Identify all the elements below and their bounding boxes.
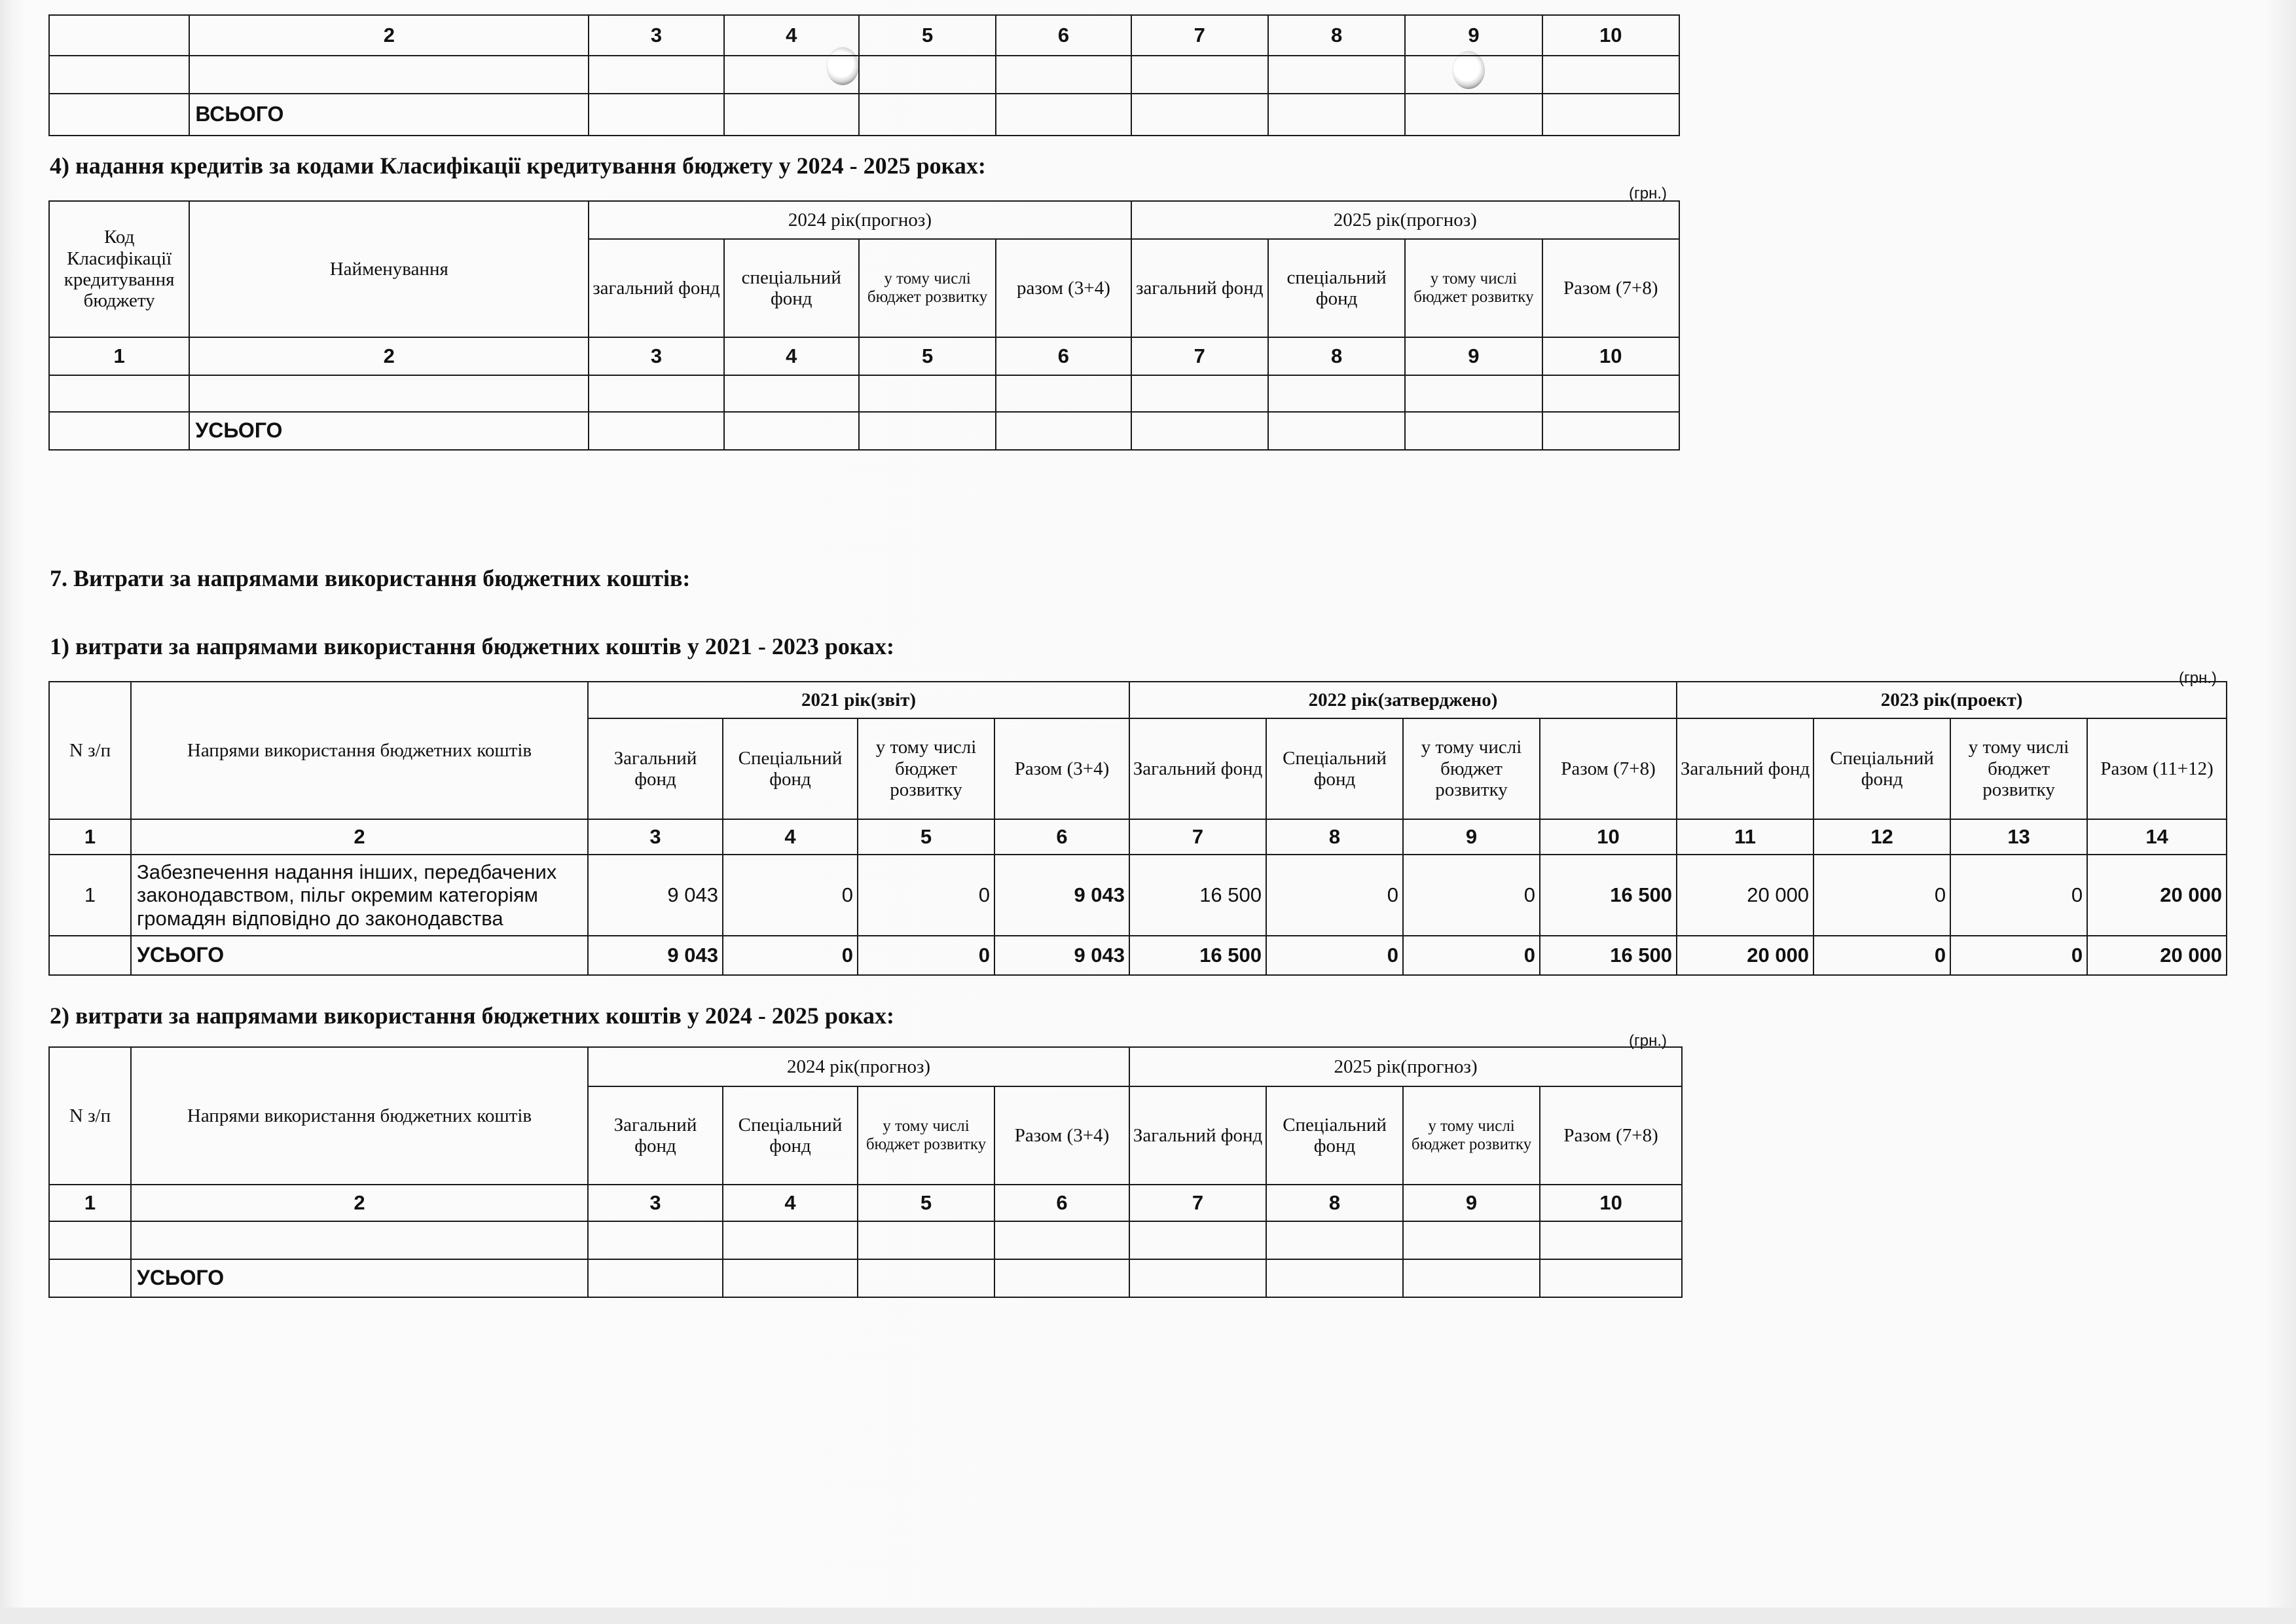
subcol-header: Разом (11+12) — [2087, 718, 2227, 819]
col-num: 10 — [1542, 337, 1679, 375]
table-credits-2024-2025 — [48, 200, 1680, 451]
subcol-header: загальний фонд — [589, 239, 723, 337]
cell-value: 0 — [1813, 855, 1950, 936]
page-bottom-edge — [0, 1608, 2296, 1624]
total-value: 9 043 — [994, 936, 1129, 975]
col-name-header: Найменування — [189, 201, 589, 337]
col-num: 7 — [1131, 337, 1268, 375]
section7-heading: 7. Витрати за напрямами використання бюджетних коштів: — [50, 565, 691, 591]
subcol-header: Спеціальний фонд — [723, 718, 858, 819]
col-num: 2 — [189, 15, 589, 56]
total-value: 0 — [1950, 936, 2087, 975]
header-row-years — [49, 201, 1679, 239]
col-n-header: N з/п — [49, 682, 131, 819]
col-num: 14 — [2087, 819, 2227, 855]
total-value: 0 — [1266, 936, 1403, 975]
col-num: 8 — [1268, 15, 1405, 56]
col-num: 7 — [1131, 15, 1268, 56]
subcol-header: Разом (3+4) — [994, 1086, 1129, 1185]
total-label: УСЬОГО — [189, 412, 589, 450]
subcol-header: у тому числі бюджет розвитку — [858, 718, 994, 819]
col-num: 7 — [1129, 1185, 1266, 1221]
table-expenses-2021-2023 — [48, 681, 2227, 976]
subcol-header: загальний фонд — [1131, 239, 1268, 337]
sub1-unit: (грн.) — [2179, 669, 2217, 687]
subcol-header: Разом (7+8) — [1540, 1086, 1682, 1185]
table-row — [49, 855, 2227, 936]
col-num: 13 — [1950, 819, 2087, 855]
col-code-header: Код Класифікації кредитування бюджету — [49, 201, 189, 337]
total-row — [49, 936, 2227, 975]
col-num: 9 — [1405, 337, 1542, 375]
cell-value: 0 — [1266, 855, 1403, 936]
cell-value: 0 — [1403, 855, 1540, 936]
section4-heading: 4) надання кредитів за кодами Класифікації кредитування бюджету у 2024 - 2025 роках: — [50, 153, 986, 179]
total-label: ВСЬОГО — [189, 94, 589, 136]
col-num: 6 — [994, 1185, 1129, 1221]
subcol-header: у тому числі бюджет розвитку — [859, 239, 996, 337]
col-num: 6 — [994, 819, 1129, 855]
total-row — [49, 94, 1679, 136]
subcol-header: Загальний фонд — [1677, 718, 1813, 819]
subcol-header: у тому числі бюджет розвитку — [1403, 1086, 1540, 1185]
col-num: 9 — [1403, 1185, 1540, 1221]
total-value: 9 043 — [588, 936, 723, 975]
year-header: 2022 рік(затверджено) — [1129, 682, 1677, 718]
subcol-header: Загальний фонд — [1129, 718, 1266, 819]
column-number-row — [49, 15, 1679, 56]
cell-value: 20 000 — [2087, 855, 2227, 936]
col-num: 8 — [1266, 819, 1403, 855]
col-num: 4 — [723, 1185, 858, 1221]
subcol-header: Спеціальний фонд — [1266, 718, 1403, 819]
col-num: 2 — [189, 337, 589, 375]
year-header: 2025 рік(прогноз) — [1129, 1047, 1682, 1086]
col-num: 7 — [1129, 819, 1266, 855]
col-num: 4 — [723, 819, 858, 855]
subcol-header: спеціальний фонд — [724, 239, 859, 337]
col-num: 2 — [131, 819, 588, 855]
col-num: 10 — [1542, 15, 1679, 56]
subcol-header: Спеціальний фонд — [723, 1086, 858, 1185]
cell-value: 16 500 — [1540, 855, 1677, 936]
section4-unit: (грн.) — [1629, 185, 1667, 202]
col-num: 1 — [49, 1185, 131, 1221]
total-row — [49, 412, 1679, 450]
total-label: УСЬОГО — [131, 1259, 588, 1297]
col-num: 6 — [996, 337, 1131, 375]
col-num: 3 — [589, 15, 723, 56]
sub2-heading: 2) витрати за напрямами використання бюджетних коштів у 2024 - 2025 роках: — [50, 1003, 895, 1029]
total-value: 16 500 — [1129, 936, 1266, 975]
col-num: 10 — [1540, 1185, 1682, 1221]
subcol-header: Разом (3+4) — [994, 718, 1129, 819]
header-row-years — [49, 682, 2227, 718]
subcol-header: Разом (7+8) — [1542, 239, 1679, 337]
cell-value: 0 — [1950, 855, 2087, 936]
col-direction-header: Напрями використання бюджетних коштів — [131, 682, 588, 819]
total-value: 0 — [1813, 936, 1950, 975]
subcol-header: Спеціальний фонд — [1813, 718, 1950, 819]
total-value: 0 — [723, 936, 858, 975]
col-num: 5 — [858, 1185, 994, 1221]
subcol-header: Загальний фонд — [588, 718, 723, 819]
column-number-row — [49, 337, 1679, 375]
col-num: 8 — [1266, 1185, 1403, 1221]
col-num: 1 — [49, 337, 189, 375]
subcol-header: Спеціальний фонд — [1266, 1086, 1403, 1185]
table-continuation — [48, 14, 1680, 136]
subcol-header: Загальний фонд — [1129, 1086, 1266, 1185]
year-header: 2024 рік(прогноз) — [588, 1047, 1129, 1086]
subcol-header: Загальний фонд — [588, 1086, 723, 1185]
col-num: 4 — [724, 337, 859, 375]
col-num: 4 — [724, 15, 859, 56]
year-header: 2021 рік(звіт) — [588, 682, 1129, 718]
subcol-header: Разом (7+8) — [1540, 718, 1677, 819]
year-header: 2023 рік(проект) — [1677, 682, 2227, 718]
col-num: 6 — [996, 15, 1131, 56]
total-value: 0 — [858, 936, 994, 975]
total-label: УСЬОГО — [131, 936, 588, 975]
year-header: 2025 рік(прогноз) — [1131, 201, 1679, 239]
cell-value: 16 500 — [1129, 855, 1266, 936]
cell-value: 0 — [723, 855, 858, 936]
column-number-row — [49, 819, 2227, 855]
subcol-header: разом (3+4) — [996, 239, 1131, 337]
sub1-heading: 1) витрати за напрямами використання бюджетних коштів у 2021 - 2023 роках: — [50, 633, 895, 659]
col-num: 5 — [858, 819, 994, 855]
total-value: 20 000 — [1677, 936, 1813, 975]
col-num: 9 — [1405, 15, 1542, 56]
subcol-header: спеціальний фонд — [1268, 239, 1405, 337]
col-num: 12 — [1813, 819, 1950, 855]
col-num: 10 — [1540, 819, 1677, 855]
col-num: 2 — [131, 1185, 588, 1221]
cell-value: 0 — [858, 855, 994, 936]
col-num: 3 — [588, 819, 723, 855]
col-num: 3 — [588, 1185, 723, 1221]
total-value: 0 — [1403, 936, 1540, 975]
col-num: 1 — [49, 819, 131, 855]
year-header: 2024 рік(прогноз) — [589, 201, 1131, 239]
subcol-header: у тому числі бюджет розвитку — [1405, 239, 1542, 337]
cell-value: 9 043 — [994, 855, 1129, 936]
col-num: 3 — [589, 337, 723, 375]
col-num: 11 — [1677, 819, 1813, 855]
subcol-header: у тому числі бюджет розвитку — [858, 1086, 994, 1185]
col-n-header: N з/п — [49, 1047, 131, 1185]
col-num: 8 — [1268, 337, 1405, 375]
total-value: 16 500 — [1540, 936, 1677, 975]
empty-row — [49, 1221, 1682, 1259]
subcol-header: у тому числі бюджет розвитку — [1950, 718, 2087, 819]
cell-value: 9 043 — [588, 855, 723, 936]
total-row — [49, 1259, 1682, 1297]
cell-value: 20 000 — [1677, 855, 1813, 936]
table-expenses-2024-2025 — [48, 1046, 1683, 1298]
col-num: 5 — [859, 337, 996, 375]
row-direction-name: Забезпечення надання інших, передбачених законодавством, пільг окремим категоріям громадян відповідно до законодавства — [131, 855, 588, 936]
subcol-header: у тому числі бюджет розвитку — [1403, 718, 1540, 819]
column-number-row — [49, 1185, 1682, 1221]
col-num: 9 — [1403, 819, 1540, 855]
col-direction-header: Напрями використання бюджетних коштів — [131, 1047, 588, 1185]
sub2-unit: (грн.) — [1629, 1032, 1667, 1050]
empty-row — [49, 375, 1679, 412]
row-number: 1 — [49, 855, 131, 936]
total-value: 20 000 — [2087, 936, 2227, 975]
col-num: 5 — [859, 15, 996, 56]
header-row-years — [49, 1047, 1682, 1086]
empty-row — [49, 56, 1679, 94]
